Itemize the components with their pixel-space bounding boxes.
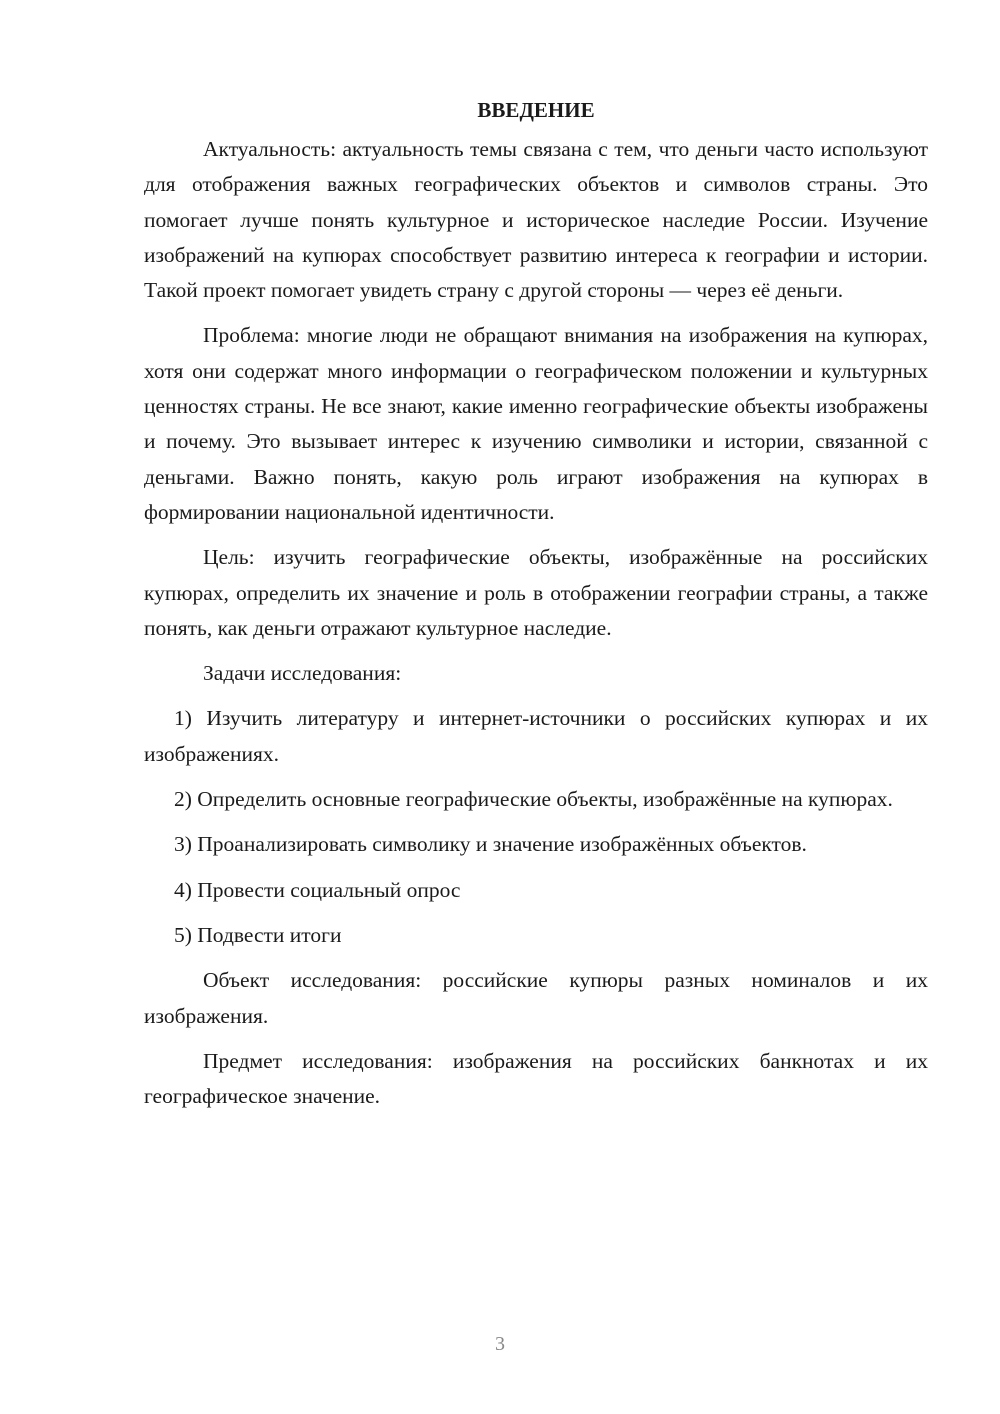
- page-number: 3: [495, 1333, 505, 1355]
- task-item: 1) Изучить литературу и интернет-источники о российских купюрах и их изображениях.: [144, 706, 928, 766]
- tasks-heading: Задачи исследования:: [203, 661, 402, 686]
- document-page: [144, 92, 928, 1124]
- paragraph-subject: Предмет исследования: изображения на российских банкнотах и их географическое значение.: [144, 1048, 928, 1109]
- paragraph-relevance: Актуальность: актуальность темы связана с тем, что деньги часто используют для отображения важных географических объектов и символов страны. Это помогает лучше понять культурное и историческое наследие России. Изучение изображений на купюрах способствует развитию интереса к географии и истории. Такой проект помогает увидеть страну с другой стороны — через её деньги.: [144, 137, 928, 303]
- paragraph-problem: Проблема: многие люди не обращают внимания на изображения на купюрах, хотя они содержат много информации о географическом положении и культурных ценностях страны. Не все знают, какие именно географические объекты изображены и почему. Это вызывает интерес к изучению символики и истории, связанной с деньгами. Важно понять, какую роль играют изображения на купюрах в формировании национальной идентичности.: [144, 323, 928, 524]
- task-item: 3) Проанализировать символику и значение изображённых объектов.: [174, 832, 807, 857]
- section-title: ВВЕДЕНИЕ: [477, 98, 595, 122]
- task-item: 2) Определить основные географические объекты, изображённые на купюрах.: [174, 787, 893, 812]
- task-item: 4) Провести социальный опрос: [174, 877, 461, 902]
- tasks-list: [144, 701, 928, 953]
- paragraph-goal: Цель: изучить географические объекты, изображённые на российских купюрах, определить их значение и роль в отображении географии страны, а также понять, как деньги отражают культурное наследие.: [144, 545, 928, 640]
- paragraph-object: Объект исследования: российские купюры разных номиналов и их изображения.: [144, 968, 928, 1028]
- task-item: 5) Подвести итоги: [174, 922, 342, 947]
